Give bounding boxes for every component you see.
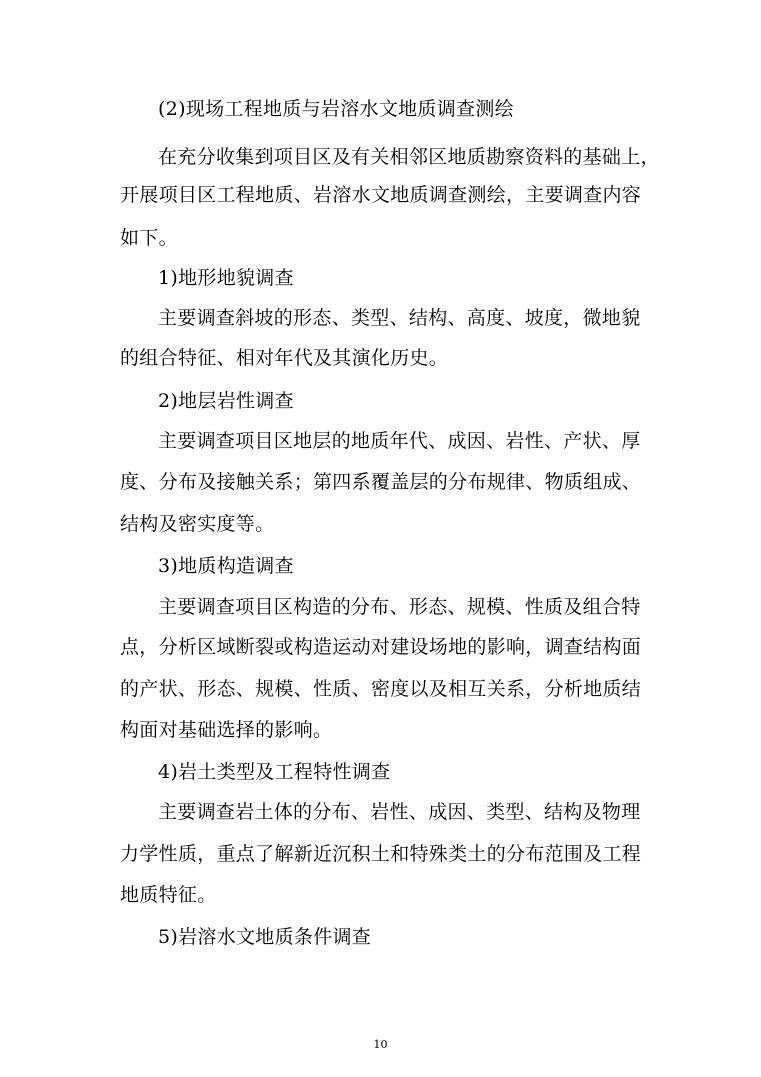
paragraph-line: 构面对基础选择的影响。 [120, 719, 333, 741]
paragraph-line: 开展项目区工程地质、岩溶水文地质调查测绘，主要调查内容 [120, 184, 642, 206]
subsection-heading: 5)岩溶水文地质条件调查 [158, 926, 372, 948]
subsection-heading: 1)地形地貌调查 [158, 267, 294, 289]
subsection-heading: 4)岩土类型及工程特性调查 [158, 761, 391, 783]
paragraph-line: 主要调查项目区地层的地质年代、成因、岩性、产状、厚 [158, 430, 641, 452]
page-number: 10 [373, 1038, 388, 1051]
paragraph-line: 度、分布及接触关系；第四系覆盖层的分布规律、物质组成、 [120, 471, 642, 493]
subsection-heading: 3)地质构造调查 [158, 555, 294, 577]
paragraph-line: 如下。 [120, 227, 178, 249]
subsection-heading: 2)地层岩性调查 [158, 390, 294, 412]
paragraph-line: 主要调查岩土体的分布、岩性、成因、类型、结构及物理 [158, 801, 641, 823]
paragraph-line: 力学性质，重点了解新近沉积土和特殊类土的分布范围及工程 [120, 843, 642, 865]
paragraph-line: 的组合特征、相对年代及其演化历史。 [120, 347, 449, 369]
paragraph-line: 的产状、形态、规模、性质、密度以及相互关系，分析地质结 [120, 678, 642, 700]
paragraph-line: 点，分析区域断裂或构造运动对建设场地的影响，调查结构面 [120, 636, 642, 658]
paragraph-line: 主要调查斜坡的形态、类型、结构、高度、坡度，微地貌 [158, 307, 641, 329]
paragraph-line: 地质特征。 [120, 884, 217, 906]
paragraph-line: 结构及密实度等。 [120, 513, 275, 535]
paragraph-line: 主要调查项目区构造的分布、形态、规模、性质及组合特 [158, 596, 641, 618]
section-heading: (2)现场工程地质与岩溶水文地质调查测绘 [158, 98, 514, 120]
paragraph-line: 在充分收集到项目区及有关相邻区地质勘察资料的基础上， [158, 146, 660, 168]
